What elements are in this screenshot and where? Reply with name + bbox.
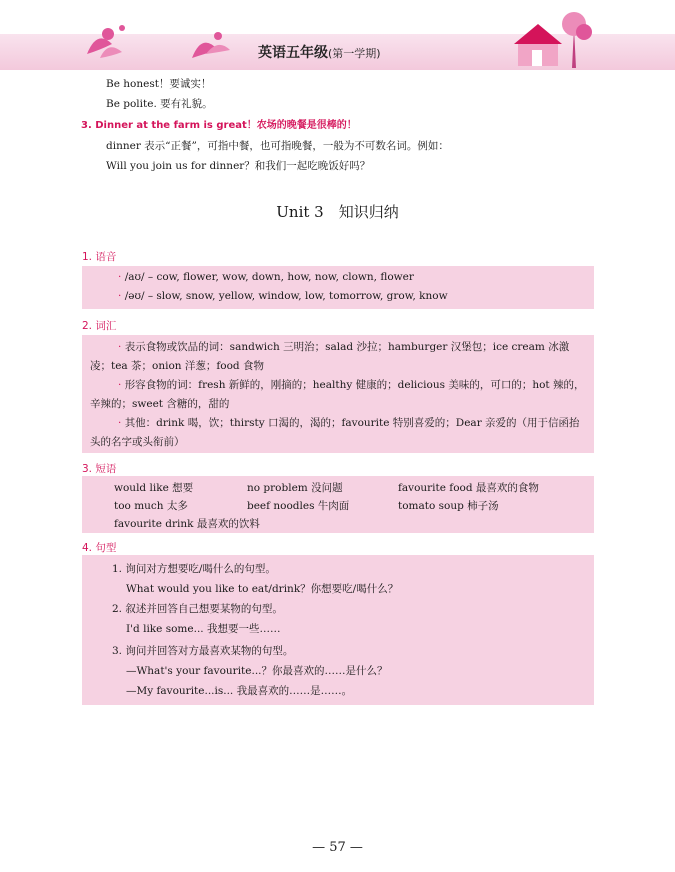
book-subtitle: (第一学期) [328, 47, 381, 60]
text-line: Will you join us for dinner？和我们一起吃晚饭好吗？ [106, 160, 371, 172]
vocabulary-box [82, 335, 594, 453]
item-heading: 3. Dinner at the farm is great！农场的晚餐是很棒的！ [81, 120, 357, 131]
text-line: dinner 表示“正餐”，可指中餐，也可指晚餐，一般为不可数名词。例如： [106, 140, 449, 152]
section-label: 1. 语音 [82, 251, 117, 263]
house-tree-decoration-icon [510, 8, 600, 70]
pattern-example: —What's your favourite...？你最喜欢的……是什么？ [126, 665, 388, 677]
pattern-heading: 2. 叙述并回答自己想要某物的句型。 [112, 603, 283, 615]
page-header [0, 0, 675, 70]
book-title: 英语五年级 [258, 45, 328, 61]
vocabulary-paragraph: · 形容食物的词：fresh 新鲜的，刚摘的；healthy 健康的；delicious 美味的，可口的；hot 辣的，辛辣的；sweet 含糖的，甜的 [90, 379, 585, 410]
phrase: too much 太多 [114, 500, 188, 512]
phrase: would like 想要 [114, 482, 194, 494]
section-label: 3. 短语 [82, 463, 117, 475]
pattern-heading: 1. 询问对方想要吃/喝什么的句型。 [112, 563, 276, 575]
section-label: 4. 句型 [82, 542, 117, 554]
text-line: Be polite. 要有礼貌。 [106, 98, 213, 110]
vocabulary-text: 表示食物或饮品的词：sandwich 三明治；salad 沙拉；hamburger 汉堡包；ice cream 冰激凌；tea 茶；onion 洋葱；food 食物 [90, 341, 570, 372]
header-title [258, 42, 381, 62]
phonetics-text: /əʊ/ – slow, snow, yellow, window, low, tomorrow, grow, know [124, 290, 448, 302]
page-number: — 57 — [312, 840, 363, 855]
vocabulary-paragraph: · 其他：drink 喝，饮；thirsty 口渴的，渴的；favourite 特别喜爱的；Dear 亲爱的（用于信函抬头的名字或头衔前） [90, 417, 580, 448]
pattern-heading: 3. 询问并回答对方最喜欢某物的句型。 [112, 645, 294, 657]
vocabulary-text: 其他：drink 喝，饮；thirsty 口渴的，渴的；favourite 特别喜爱的；Dear 亲爱的（用于信函抬头的名字或头衔前） [90, 417, 580, 448]
phrase: beef noodles 牛肉面 [247, 500, 350, 512]
vocabulary-paragraph: · 表示食物或饮品的词：sandwich 三明治；salad 沙拉；hamburger 汉堡包；ice cream 冰激凌；tea 茶；onion 洋葱；food 食物 [90, 341, 570, 372]
sentence-patterns-box [82, 555, 594, 705]
section-label: 2. 词汇 [82, 320, 117, 332]
phonetics-box [82, 266, 594, 309]
pattern-example: What would you like to eat/drink？你想要吃/喝什么？ [126, 583, 399, 595]
flower-decoration-icon [82, 14, 242, 70]
phonetics-line: · /aʊ/ – cow, flower, wow, down, how, now, clown, flower [118, 271, 414, 283]
vocabulary-text: 形容食物的词：fresh 新鲜的，刚摘的；healthy 健康的；delicious 美味的，可口的；hot 辣的，辛辣的；sweet 含糖的，甜的 [90, 379, 585, 410]
phrase: no problem 没问题 [247, 482, 343, 494]
pattern-example: —My favourite...is... 我最喜欢的……是……。 [126, 685, 353, 697]
phonetics-text: /aʊ/ – cow, flower, wow, down, how, now, clown, flower [124, 271, 414, 283]
unit-title: Unit 3 知识归纳 [276, 203, 399, 221]
phrase: favourite food 最喜欢的食物 [398, 482, 539, 494]
phrase: favourite drink 最喜欢的饮料 [114, 518, 260, 530]
phonetics-line: · /əʊ/ – slow, snow, yellow, window, low, tomorrow, grow, know [118, 290, 448, 302]
text-line: Be honest！要诚实！ [106, 78, 212, 90]
phrase: tomato soup 柿子汤 [398, 500, 499, 512]
pattern-example: I'd like some... 我想要一些…… [126, 623, 281, 635]
phrases-box [82, 476, 594, 533]
